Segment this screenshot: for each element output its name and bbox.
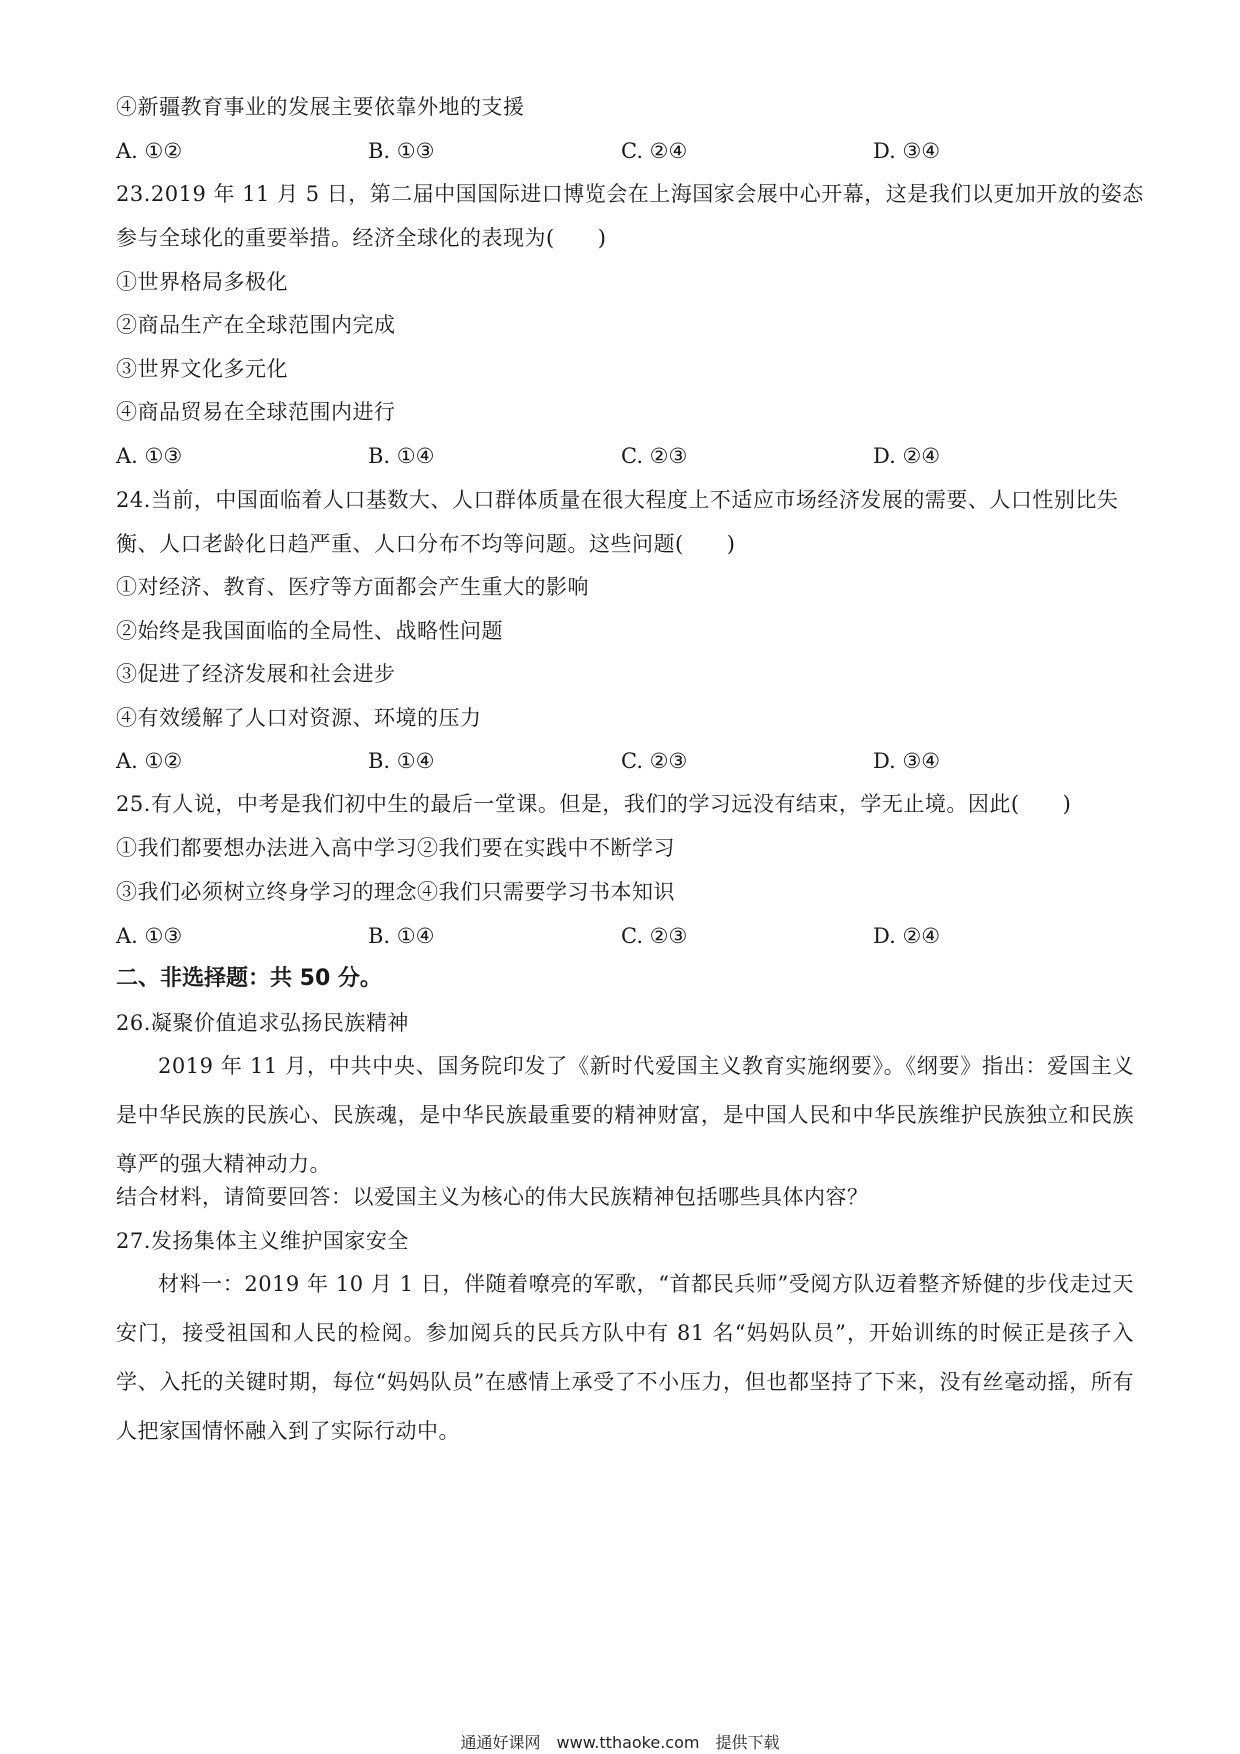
q22-item-4: ④新疆教育事业的发展主要依靠外地的支援: [116, 95, 525, 119]
footer-credit: 通通好课网 www.tthaoke.com 提供下载: [460, 1733, 780, 1752]
q24-item-2: ②始终是我国面临的全局性、战略性问题: [116, 619, 503, 643]
q23-option-d: D. ②④: [873, 444, 941, 468]
q24-option-b: B. ①④: [368, 749, 435, 773]
q24-item-1: ①对经济、教育、医疗等方面都会产生重大的影响: [116, 575, 589, 599]
q25-item-line-2: ③我们必须树立终身学习的理念④我们只需要学习书本知识: [116, 880, 675, 904]
q22-options: [116, 137, 1136, 165]
q27-title: 27.发扬集体主义维护国家安全: [116, 1229, 409, 1253]
q25-item-line-1: ①我们都要想办法进入高中学习②我们要在实践中不断学习: [116, 836, 675, 860]
q25-options: [116, 922, 1136, 950]
q26-title: 26.凝聚价值追求弘扬民族精神: [116, 1011, 409, 1035]
q23-item-3: ③世界文化多元化: [116, 357, 288, 381]
q22-option-b: B. ①③: [368, 139, 435, 163]
q24-stem-line-1: 24.当前，中国面临着人口基数大、人口群体质量在很大程度上不适应市场经济发展的需要、人口性别比失: [116, 488, 1119, 512]
q22-option-d: D. ③④: [873, 139, 941, 163]
q23-option-c: C. ②③: [621, 444, 688, 468]
q24-stem-line-2: 衡、人口老龄化日趋严重、人口分布不均等问题。这些问题( ): [116, 532, 736, 556]
q22-option-a: A. ①②: [116, 139, 183, 163]
q24-item-4: ④有效缓解了人口对资源、环境的压力: [116, 706, 482, 730]
q22-option-c: C. ②④: [621, 139, 688, 163]
q25-option-b: B. ①④: [368, 924, 435, 948]
q26-material: 2019 年 11 月，中共中央、国务院印发了《新时代爱国主义教育实施纲要》。《纲要》指出：爱国主义是中华民族的民族心、民族魂，是中华民族最重要的精神财富，是中国人民和中华民族维护民族独立和民族尊严的强大精神动力。: [116, 1054, 1134, 1176]
q25-option-c: C. ②③: [621, 924, 688, 948]
q23-option-b: B. ①④: [368, 444, 435, 468]
q23-stem-line-2: 参与全球化的重要举措。经济全球化的表现为( ): [116, 226, 607, 250]
q23-item-4: ④商品贸易在全球范围内进行: [116, 400, 396, 424]
q27-material-1: 材料一：2019 年 10 月 1 日，伴随着嘹亮的军歌，“首都民兵师”受阅方队迈着整齐矫健的步伐走过天安门，接受祖国和人民的检阅。参加阅兵的民兵方队中有 81 名“妈妈队员”，开始训练的时候正是孩子入学、入托的关键时期，每位“妈妈队员”在感情上承受了不小压力，但也都坚持了下来，没有丝毫动摇，所有人把家国情怀融入到了实际行动中。: [116, 1272, 1134, 1443]
q23-item-1: ①世界格局多极化: [116, 270, 288, 294]
q25-option-d: D. ②④: [873, 924, 941, 948]
q25-stem: 25.有人说，中考是我们初中生的最后一堂课。但是，我们的学习远没有结束，学无止境。因此( ): [116, 792, 1072, 816]
q23-options: [116, 442, 1136, 470]
section-2-title: 二、非选择题：共 50 分。: [116, 966, 382, 991]
q24-item-3: ③促进了经济发展和社会进步: [116, 662, 396, 686]
q24-option-c: C. ②③: [621, 749, 688, 773]
q26-question: 结合材料，请简要回答：以爱国主义为核心的伟大民族精神包括哪些具体内容？: [116, 1185, 869, 1209]
q23-option-a: A. ①③: [116, 444, 183, 468]
q24-option-d: D. ③④: [873, 749, 941, 773]
q23-stem-line-1: 23.2019 年 11 月 5 日，第二届中国国际进口博览会在上海国家会展中心开幕，这是我们以更加开放的姿态: [116, 182, 1144, 206]
q23-item-2: ②商品生产在全球范围内完成: [116, 313, 396, 337]
q24-option-a: A. ①②: [116, 749, 183, 773]
q25-option-a: A. ①③: [116, 924, 183, 948]
q24-options: [116, 747, 1136, 775]
